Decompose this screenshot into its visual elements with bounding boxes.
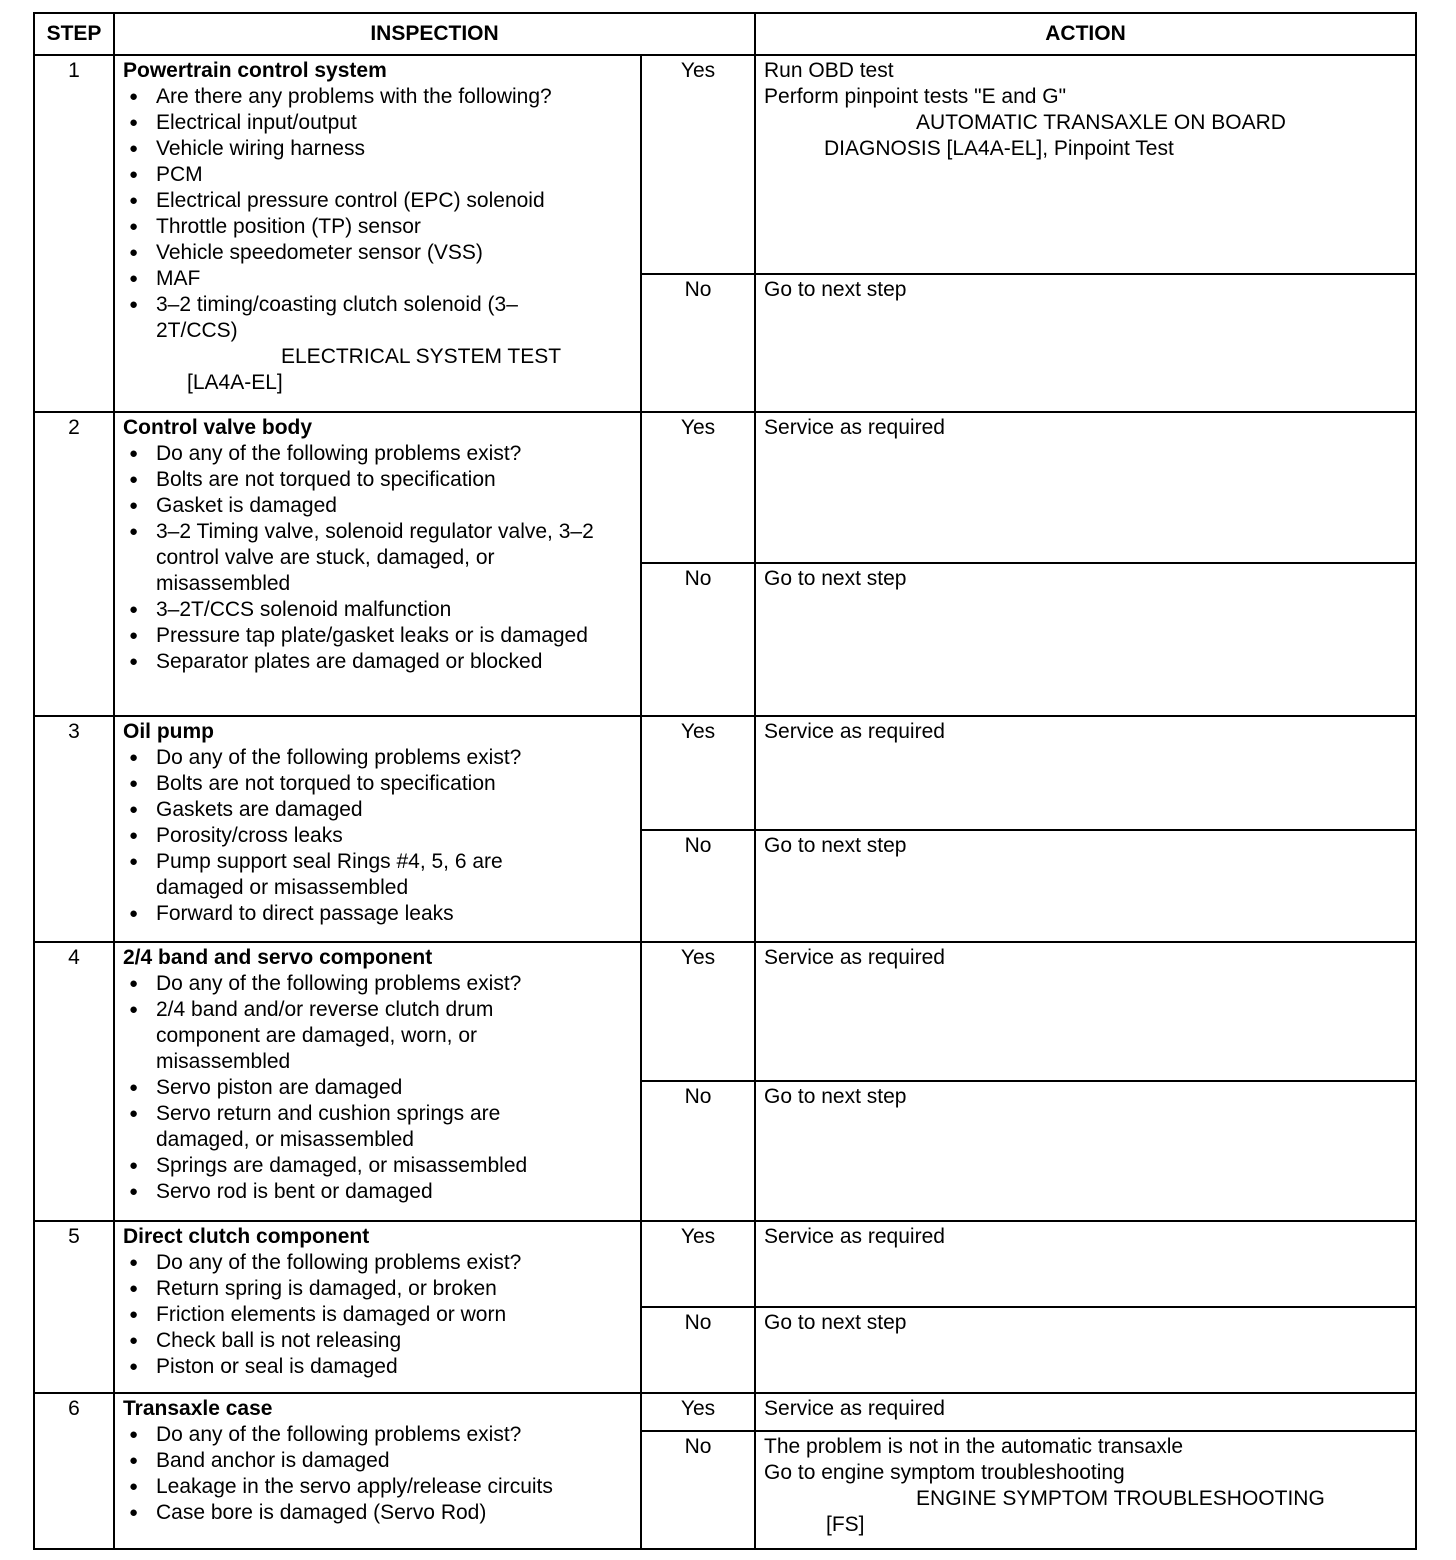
action-line: Go to next step bbox=[764, 834, 907, 857]
action-line: Service as required bbox=[764, 416, 945, 439]
inspection-list bbox=[123, 1422, 632, 1526]
inspection-cell bbox=[114, 942, 641, 1221]
action-reference: AUTOMATIC TRANSAXLE ON BOARD bbox=[916, 111, 1286, 134]
header-inspection: INSPECTION bbox=[114, 13, 755, 55]
action-cell bbox=[755, 1431, 1416, 1549]
list-item: ● Servo return and cushion springs are damaged, or misassembled bbox=[123, 1101, 632, 1153]
reference-line: ELECTRICAL SYSTEM TEST bbox=[281, 345, 562, 368]
list-item: ● Bolts are not torqued to specification bbox=[123, 771, 632, 797]
header-row bbox=[34, 13, 1416, 55]
action-cell bbox=[755, 1221, 1416, 1307]
step-2-yes-row bbox=[34, 412, 1416, 563]
action-line: The problem is not in the automatic transaxle bbox=[764, 1435, 1184, 1458]
yes-label: Yes bbox=[641, 942, 755, 1081]
list-item: ● Band anchor is damaged bbox=[123, 1448, 632, 1474]
header-step: STEP bbox=[34, 13, 114, 55]
list-item: ● Servo piston are damaged bbox=[123, 1075, 632, 1101]
list-item: ● Do any of the following problems exist? bbox=[123, 441, 632, 467]
yes-label: Yes bbox=[641, 1393, 755, 1431]
inspection-cell bbox=[114, 1221, 641, 1393]
list-item: ● PCM bbox=[123, 162, 632, 188]
action-cell bbox=[755, 412, 1416, 563]
inspection-title: Powertrain control system bbox=[123, 59, 387, 82]
yes-label: Yes bbox=[641, 1221, 755, 1307]
no-label: No bbox=[641, 1431, 755, 1549]
inspection-title: Control valve body bbox=[123, 416, 313, 439]
list-item: ● 3–2T/CCS solenoid malfunction bbox=[123, 597, 632, 623]
list-item: ● Do any of the following problems exist? bbox=[123, 971, 632, 997]
step-number: 3 bbox=[34, 716, 114, 942]
action-line: Service as required bbox=[764, 946, 945, 969]
inspection-cell bbox=[114, 716, 641, 942]
action-line: Go to next step bbox=[764, 278, 907, 301]
step-number: 1 bbox=[34, 55, 114, 412]
step-number: 4 bbox=[34, 942, 114, 1221]
inspection-list bbox=[123, 441, 632, 675]
action-reference: DIAGNOSIS [LA4A-EL], Pinpoint Test bbox=[824, 137, 1174, 160]
list-item: ● Gasket is damaged bbox=[123, 493, 632, 519]
inspection-title: Direct clutch component bbox=[123, 1225, 370, 1248]
list-item: ● Check ball is not releasing bbox=[123, 1328, 632, 1354]
step-number: 6 bbox=[34, 1393, 114, 1549]
list-item: ● Electrical pressure control (EPC) solenoid bbox=[123, 188, 632, 214]
yes-label: Yes bbox=[641, 55, 755, 274]
list-item: ● Servo rod is bent or damaged bbox=[123, 1179, 632, 1205]
list-item: ● Separator plates are damaged or blocked bbox=[123, 649, 632, 675]
action-cell bbox=[755, 830, 1416, 942]
action-cell bbox=[755, 274, 1416, 412]
list-item: ● Throttle position (TP) sensor bbox=[123, 214, 632, 240]
step-number: 2 bbox=[34, 412, 114, 716]
list-item: ● Pressure tap plate/gasket leaks or is damaged bbox=[123, 623, 632, 649]
action-line: Perform pinpoint tests "E and G" bbox=[764, 85, 1067, 108]
list-item: ● Electrical input/output bbox=[123, 110, 632, 136]
action-cell bbox=[755, 1081, 1416, 1221]
action-line: Go to next step bbox=[764, 1085, 907, 1108]
no-label: No bbox=[641, 1081, 755, 1221]
list-item: ● Pump support seal Rings #4, 5, 6 are damaged or misassembled bbox=[123, 849, 632, 901]
step-5-yes-row bbox=[34, 1221, 1416, 1307]
no-label: No bbox=[641, 563, 755, 716]
action-cell bbox=[755, 563, 1416, 716]
inspection-cell bbox=[114, 55, 641, 412]
action-line: Go to next step bbox=[764, 567, 907, 590]
list-item: ● MAF bbox=[123, 266, 632, 292]
inspection-list bbox=[123, 84, 632, 344]
list-item: ● Piston or seal is damaged bbox=[123, 1354, 632, 1380]
list-item: ● Gaskets are damaged bbox=[123, 797, 632, 823]
step-3-yes-row bbox=[34, 716, 1416, 830]
action-reference: [FS] bbox=[826, 1513, 865, 1536]
action-line: Go to engine symptom troubleshooting bbox=[764, 1461, 1125, 1484]
yes-label: Yes bbox=[641, 412, 755, 563]
list-item: ● Do any of the following problems exist? bbox=[123, 1422, 632, 1448]
list-item: ● Vehicle speedometer sensor (VSS) bbox=[123, 240, 632, 266]
action-cell bbox=[755, 1393, 1416, 1431]
inspection-cell bbox=[114, 412, 641, 716]
list-item: ● Vehicle wiring harness bbox=[123, 136, 632, 162]
list-item: ● Case bore is damaged (Servo Rod) bbox=[123, 1500, 632, 1526]
diagnostic-table bbox=[33, 12, 1417, 1550]
action-line: Service as required bbox=[764, 720, 945, 743]
no-label: No bbox=[641, 830, 755, 942]
action-cell bbox=[755, 55, 1416, 274]
inspection-list bbox=[123, 745, 632, 927]
list-item: ● 2/4 band and/or reverse clutch drum component are damaged, worn, or misassembled bbox=[123, 997, 632, 1075]
inspection-list bbox=[123, 1250, 632, 1380]
inspection-title: 2/4 band and servo component bbox=[123, 946, 433, 969]
yes-label: Yes bbox=[641, 716, 755, 830]
action-line: Run OBD test bbox=[764, 59, 894, 82]
step-4-yes-row bbox=[34, 942, 1416, 1081]
action-line: Go to next step bbox=[764, 1311, 907, 1334]
list-item: ● Do any of the following problems exist? bbox=[123, 1250, 632, 1276]
no-label: No bbox=[641, 274, 755, 412]
action-cell bbox=[755, 716, 1416, 830]
list-item: ● Bolts are not torqued to specification bbox=[123, 467, 632, 493]
list-item: ● Friction elements is damaged or worn bbox=[123, 1302, 632, 1328]
list-item: ● 3–2 timing/coasting clutch solenoid (3–2T/CCS) bbox=[123, 292, 632, 344]
action-line: Service as required bbox=[764, 1225, 945, 1248]
list-item: ● 3–2 Timing valve, solenoid regulator valve, 3–2 control valve are stuck, damaged, or misassembled bbox=[123, 519, 632, 597]
action-cell bbox=[755, 942, 1416, 1081]
inspection-cell bbox=[114, 1393, 641, 1549]
step-1-yes-row bbox=[34, 55, 1416, 274]
list-item: ● Do any of the following problems exist? bbox=[123, 745, 632, 771]
list-item: ● Return spring is damaged, or broken bbox=[123, 1276, 632, 1302]
header-action: ACTION bbox=[755, 13, 1416, 55]
list-item: ● Springs are damaged, or misassembled bbox=[123, 1153, 632, 1179]
list-item: ● Forward to direct passage leaks bbox=[123, 901, 632, 927]
list-item: ● Porosity/cross leaks bbox=[123, 823, 632, 849]
inspection-list bbox=[123, 971, 632, 1205]
no-label: No bbox=[641, 1307, 755, 1393]
inspection-title: Oil pump bbox=[123, 720, 214, 743]
action-line: Service as required bbox=[764, 1397, 945, 1420]
action-reference: ENGINE SYMPTOM TROUBLESHOOTING bbox=[916, 1487, 1325, 1510]
list-item: ● Are there any problems with the following? bbox=[123, 84, 632, 110]
inspection-title: Transaxle case bbox=[123, 1397, 273, 1420]
action-cell bbox=[755, 1307, 1416, 1393]
step-6-yes-row bbox=[34, 1393, 1416, 1431]
reference-line: [LA4A-EL] bbox=[187, 371, 283, 394]
list-item: ● Leakage in the servo apply/release circuits bbox=[123, 1474, 632, 1500]
step-number: 5 bbox=[34, 1221, 114, 1393]
